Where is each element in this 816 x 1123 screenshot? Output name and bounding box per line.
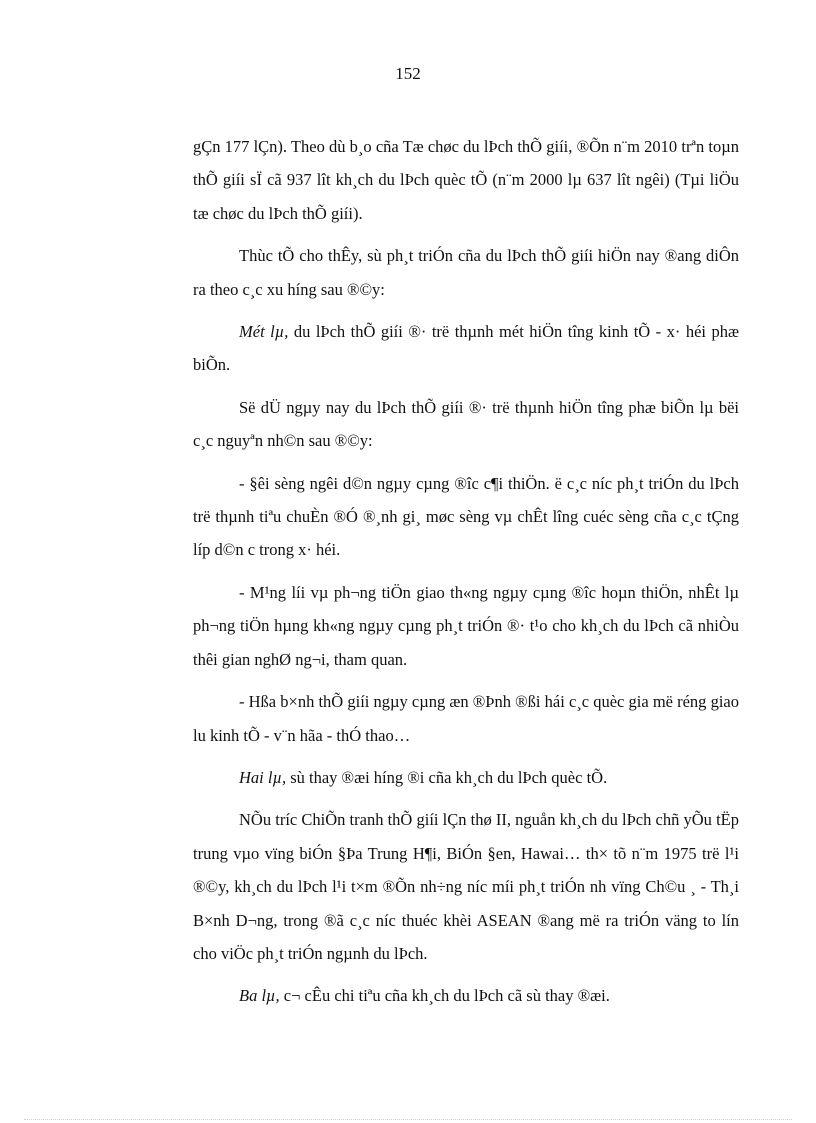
paragraph: Thùc tÕ cho thÊy, sù ph¸t triÓn cña du lÞch thÕ giíi hiÖn nay ®ang diÔn ra theo c¸c xu híng sau ®©y:	[193, 246, 739, 299]
page-number: 152	[395, 64, 421, 83]
paragraph: Hai lµ, sù thay ®æi híng ®i cña kh¸ch du lÞch quèc tÕ.	[239, 767, 608, 787]
paragraph-lead: Hai lµ,	[239, 767, 287, 787]
paragraph: NÕu tríc ChiÕn tranh thÕ giíi lÇn thø II, nguån kh¸ch du lÞch chñ yÕu tËp trung vµo vïng biÓn §Þa Trung H¶i, BiÓn §en, Hawai… th× tõ n¨m 1975 trë l¹i ®©y, kh¸ch du lÞch l¹i t×m ®Õn nh÷ng níc míi ph¸t triÓn nh vïng Ch©u ¸ - Th¸i B×nh D¬ng, trong ®ã c¸c níc thuéc khèi ASEAN ®ang më ra triÓn väng to lín cho viÖc ph¸t triÓn ngµnh du lÞch.	[193, 810, 739, 963]
paragraph: Mét lµ, du lÞch thÕ giíi ®· trë thµnh mét hiÖn tîng kinh tÕ - x· héi phæ biÕn.	[193, 322, 739, 375]
paragraph: - M¹ng líi vµ ph¬ng tiÖn giao th«ng ngµy cµng ®îc hoµn thiÖn, nhÊt lµ ph¬ng tiÖn hµng kh«ng ngµy cµng ph¸t triÓn ®· t¹o cho kh¸ch du lÞch cã nhiÒu thêi gian nghØ ng¬i, tham quan.	[193, 582, 739, 669]
paragraph: Së dÜ ngµy nay du lÞch thÕ giíi ®· trë thµnh hiÖn tîng phæ biÕn lµ bëi c¸c nguyªn nh©n sau ®©y:	[193, 397, 739, 451]
paragraph-lead: Mét lµ,	[239, 322, 289, 342]
paragraph: Ba lµ, c¬ cÊu chi tiªu cña kh¸ch du lÞch cã sù thay ®æi.	[239, 986, 610, 1006]
paragraph: gÇn 177 lÇn). Theo dù b¸o cña Tæ chøc du lÞch thÕ giíi, ®Õn n¨m 2010 trªn toµn thÕ giíi sÏ cã 937 lît kh¸ch du lÞch quèc tÕ (n¨m 2000 lµ 637 lît ngêi) (Tµi liÖu tæ chøc du lÞch thÕ giíi).	[193, 137, 739, 223]
paragraph: - Hßa b×nh thÕ giíi ngµy cµng æn ®Þnh ®ßi hái c¸c quèc gia më réng giao lu kinh tÕ - v¨n hãa - thÓ thao…	[193, 692, 739, 745]
page-bottom-border	[24, 1119, 792, 1120]
paragraph-lead: Ba lµ,	[239, 986, 280, 1006]
paragraph: - §êi sèng ngêi d©n ngµy cµng ®îc c¶i thiÖn. ë c¸c níc ph¸t triÓn du lÞch trë thµnh tiªu chuÈn ®Ó ®¸nh gi¸ møc sèng vµ chÊt lîng cuéc sèng cña c¸c tÇng líp d©n c trong x· héi.	[193, 473, 739, 560]
page-body	[193, 130, 739, 1022]
